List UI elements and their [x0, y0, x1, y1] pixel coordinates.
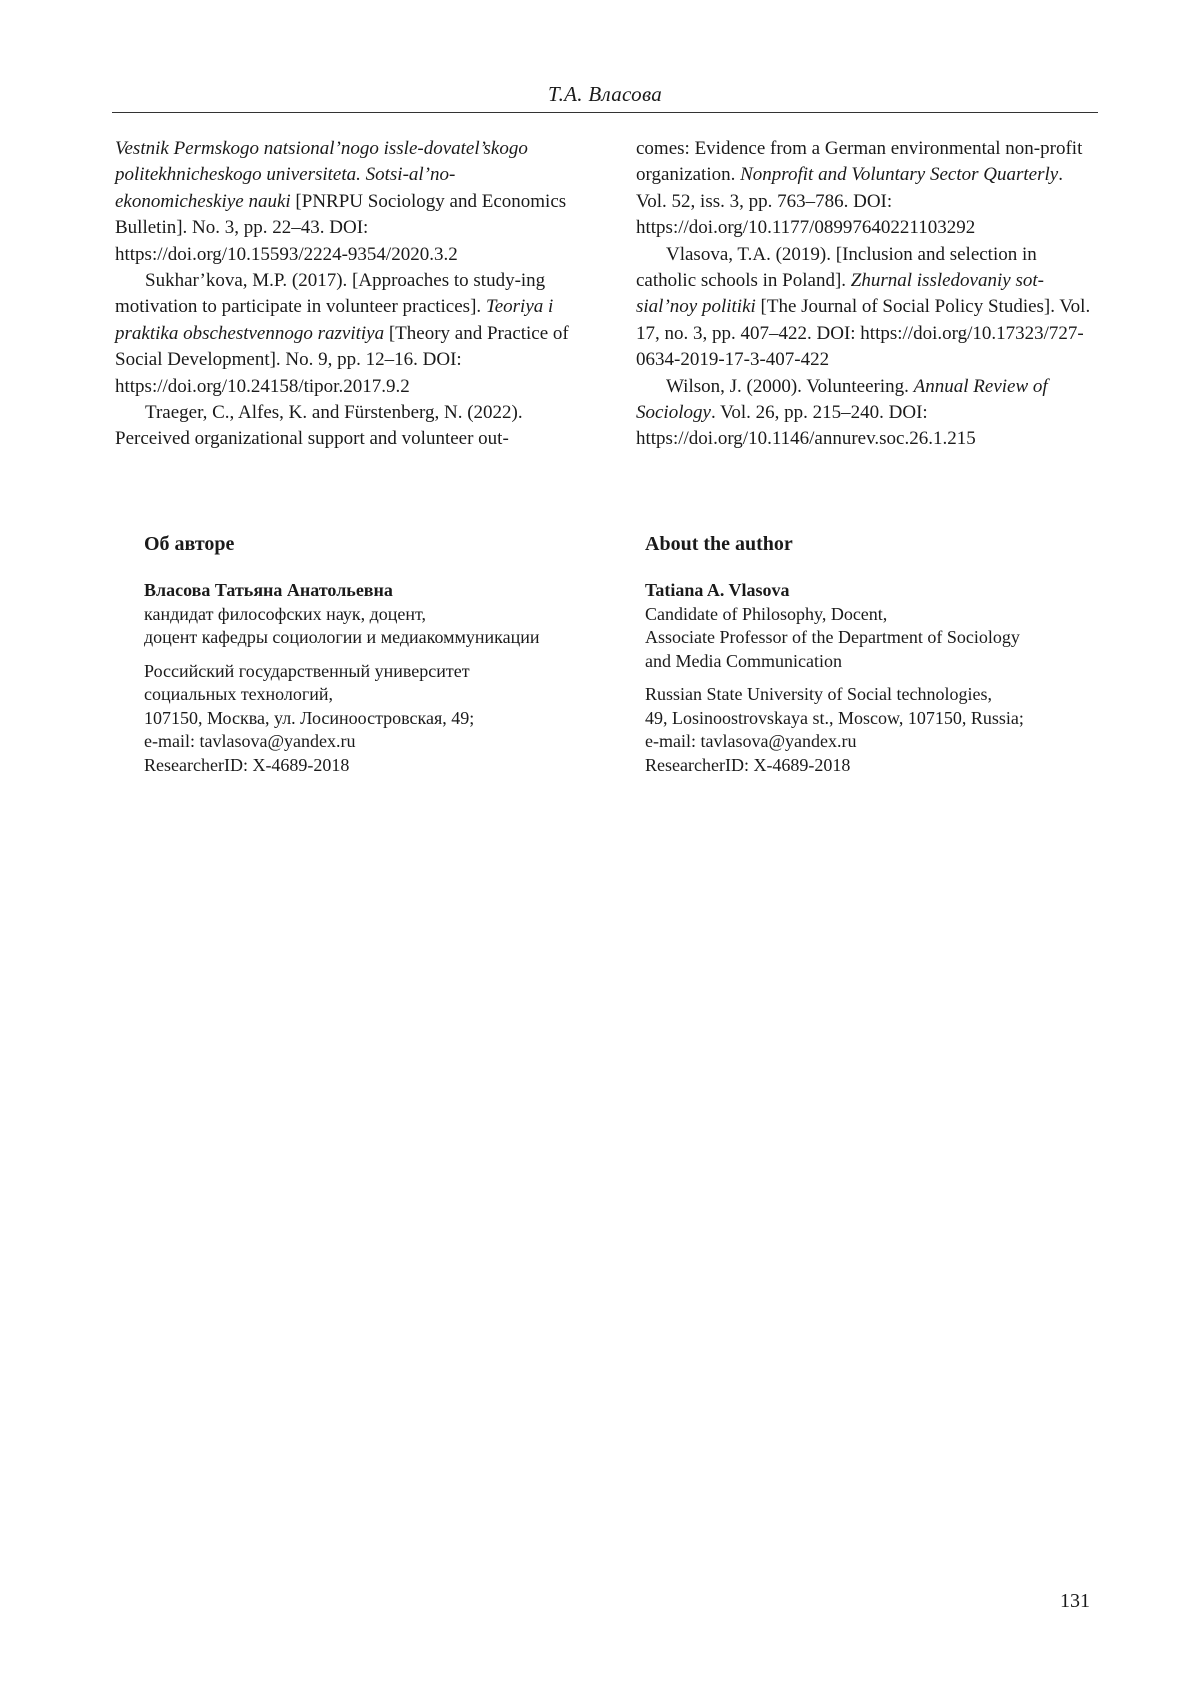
author-affiliation-en	[645, 683, 1095, 777]
author-name-ru: Власова Татьяна Анатольевна	[144, 580, 393, 600]
references-left-column	[115, 136, 575, 453]
reference-entry	[636, 242, 1098, 374]
running-head: Т.А. Власова	[547, 82, 663, 106]
author-researcher-id: ResearcherID: X-4689-2018	[645, 754, 851, 775]
reference-entry	[115, 268, 575, 400]
affiliation-line: Russian State University of Social technologies,	[645, 684, 992, 704]
page-number: 131	[1060, 1590, 1090, 1612]
affiliation-line: 107150, Москва, ул. Лосиноостровская, 49;	[144, 707, 475, 728]
affiliation-line: Российский государственный университет	[144, 660, 470, 681]
author-title-block-ru	[144, 579, 604, 650]
reference-source-title: Annual Review of Sociology	[636, 375, 1048, 424]
header-rule	[112, 112, 1098, 113]
author-title-line: доцент кафедры социологии и медиакоммуникации	[144, 627, 540, 647]
reference-text: . Vol. 26, pp. 215–240. DOI: https://doi.org/10.1146/annurev.soc.26.1.215	[636, 402, 976, 450]
reference-source-title: Nonprofit and Voluntary Sector Quarterly	[740, 164, 1059, 186]
author-title-line: and Media Communication	[645, 650, 842, 671]
reference-text: comes: Evidence from a German environmental non-profit organization.	[636, 138, 1083, 186]
reference-source-title: Teoriya i praktika obschestvennogo razvitiya	[115, 296, 554, 344]
reference-text: Sukhar’kova, M.P. (2017). [Approaches to study-ing motivation to participate in volunteer practices].	[115, 270, 546, 318]
reference-entry	[636, 374, 1098, 453]
author-title-block-en	[645, 579, 1095, 673]
author-title-line: кандидат философских наук, доцент,	[144, 603, 427, 624]
author-title-line: Candidate of Philosophy, Docent,	[645, 603, 888, 624]
reference-text: Wilson, J. (2000). Volunteering.	[666, 375, 914, 397]
affiliation-line: социальных технологий,	[144, 684, 333, 704]
reference-source-title: Zhurnal issledovaniy sot-sial’noy politiki	[636, 270, 1044, 318]
affiliation-line: 49, Losinoostrovskaya st., Moscow, 107150, Russia;	[645, 707, 1024, 728]
reference-text: [The Journal of Social Policy Studies]. Vol. 17, no. 3, pp. 407–422. DOI: https://doi.org/10.17323/727-0634-2019-17-3-407-422	[636, 296, 1091, 371]
reference-entry	[115, 136, 575, 268]
reference-entry	[115, 400, 575, 453]
reference-entry	[636, 136, 1098, 242]
author-info-ru	[144, 531, 604, 787]
author-info-en	[645, 531, 1095, 787]
reference-source-title: Vestnik Permskogo natsional’nogo issle-dovatel’skogo politekhnicheskogo universiteta. Sotsi-al’no-ekonomicheskiye nauki	[115, 138, 528, 212]
reference-text: [Theory and Practice of Social Development]. No. 9, pp. 12–16. DOI: https://doi.org/10.24158/tipor.2017.9.2	[115, 322, 569, 397]
reference-text: Vlasova, T.A. (2019). [Inclusion and selection in catholic schools in Poland].	[636, 243, 1037, 292]
author-heading-ru: Об авторе	[144, 533, 235, 555]
reference-text: Traeger, C., Alfes, K. and Fürstenberg, N. (2022). Perceived organizational support and volunteer out-	[115, 402, 523, 450]
author-researcher-id: ResearcherID: X-4689-2018	[144, 754, 350, 775]
author-affiliation-ru	[144, 660, 604, 778]
author-name-en: Tatiana A. Vlasova	[645, 580, 790, 600]
reference-text: [PNRPU Sociology and Economics Bulletin]. No. 3, pp. 22–43. DOI: https://doi.org/10.15593/2224-9354/2020.3.2	[115, 190, 567, 265]
author-title-line: Associate Professor of the Department of Sociology	[645, 627, 1020, 647]
author-heading-en: About the author	[645, 533, 793, 555]
reference-text: . Vol. 52, iss. 3, pp. 763–786. DOI: https://doi.org/10.1177/08997640221103292	[636, 164, 1063, 239]
author-email: e-mail: tavlasova@yandex.ru	[144, 731, 356, 751]
references-right-column	[636, 136, 1098, 453]
author-email: e-mail: tavlasova@yandex.ru	[645, 731, 857, 751]
